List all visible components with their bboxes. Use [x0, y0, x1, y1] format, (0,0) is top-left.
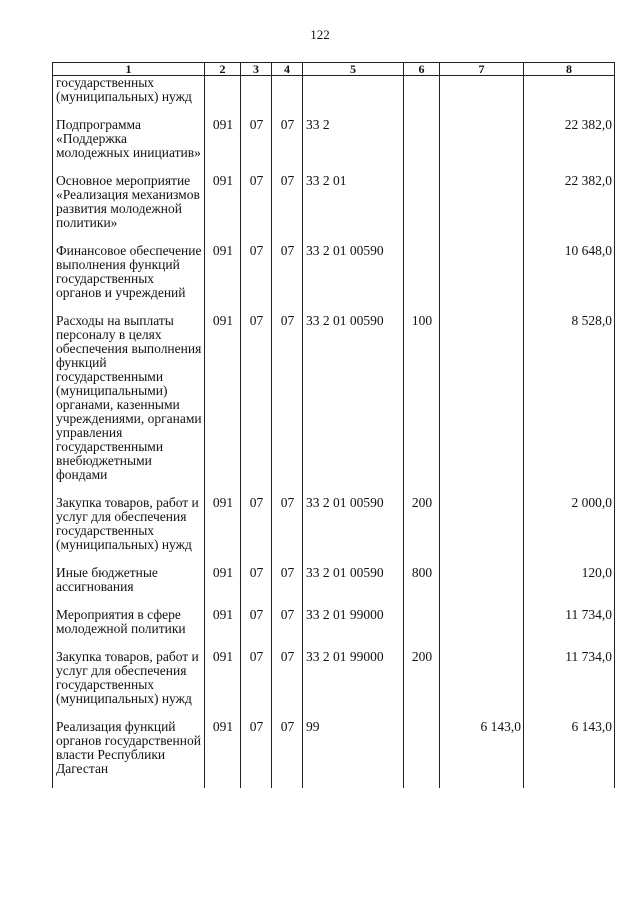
cell-target-article: 33 2 01 99000 — [303, 608, 404, 636]
cell-section: 07 — [241, 118, 272, 160]
col-header-3: 3 — [241, 63, 272, 76]
row-name: Мероприятия в сфере молодежной политики — [53, 608, 205, 636]
table-row — [53, 566, 615, 594]
page-number: 122 — [310, 27, 330, 42]
cell-section: 07 — [241, 720, 272, 776]
cell-col7 — [440, 566, 524, 594]
table-row — [53, 76, 615, 105]
col-header-6: 6 — [404, 63, 440, 76]
cell-col7 — [440, 76, 524, 105]
cell-amount: 2 000,0 — [524, 496, 615, 552]
table-row — [53, 650, 615, 706]
cell-amount: 22 382,0 — [524, 118, 615, 160]
table-row — [53, 314, 615, 482]
row-name: Основное мероприятие «Реализация механизмов развития молодежной политики» — [53, 174, 205, 230]
row-spacer — [53, 776, 615, 788]
cell-admin-code: 091 — [205, 720, 241, 776]
cell-admin-code: 091 — [205, 244, 241, 300]
cell-col7: 6 143,0 — [440, 720, 524, 776]
cell-section: 07 — [241, 608, 272, 636]
table-row — [53, 720, 615, 776]
row-name: Реализация функций органов государственной власти Республики Дагестан — [53, 720, 205, 776]
cell-amount: 120,0 — [524, 566, 615, 594]
table-row — [53, 608, 615, 636]
cell-col7 — [440, 496, 524, 552]
cell-amount: 11 734,0 — [524, 608, 615, 636]
cell-col7 — [440, 314, 524, 482]
cell-amount: 22 382,0 — [524, 174, 615, 230]
cell-target-article: 33 2 01 99000 — [303, 650, 404, 706]
cell-expense-type — [404, 608, 440, 636]
cell-target-article: 99 — [303, 720, 404, 776]
row-name: Закупка товаров, работ и услуг для обеспечения государственных (муниципальных) нужд — [53, 496, 205, 552]
cell-target-article: 33 2 01 — [303, 174, 404, 230]
cell-amount: 6 143,0 — [524, 720, 615, 776]
row-name: государственных (муниципальных) нужд — [53, 76, 205, 105]
row-name: Финансовое обеспечение выполнения функций государственных органов и учреждений — [53, 244, 205, 300]
cell-subsection: 07 — [272, 314, 303, 482]
cell-amount: 10 648,0 — [524, 244, 615, 300]
cell-admin-code — [205, 76, 241, 105]
cell-amount: 8 528,0 — [524, 314, 615, 482]
cell-section: 07 — [241, 314, 272, 482]
cell-target-article — [303, 76, 404, 105]
cell-subsection: 07 — [272, 174, 303, 230]
row-spacer — [53, 482, 615, 496]
col-header-4: 4 — [272, 63, 303, 76]
row-spacer — [53, 300, 615, 314]
col-header-2: 2 — [205, 63, 241, 76]
cell-expense-type — [404, 118, 440, 160]
cell-expense-type — [404, 244, 440, 300]
budget-table — [52, 62, 615, 788]
cell-admin-code: 091 — [205, 496, 241, 552]
cell-col7 — [440, 174, 524, 230]
row-spacer — [53, 706, 615, 720]
row-spacer — [53, 230, 615, 244]
row-name: Расходы на выплаты персоналу в целях обеспечения выполнения функций государственными (муниципальными) органами, казенными учреждениями, органами управления государственными внебюджетными фондами — [53, 314, 205, 482]
row-spacer — [53, 104, 615, 118]
row-spacer — [53, 552, 615, 566]
cell-target-article: 33 2 01 00590 — [303, 244, 404, 300]
col-header-5: 5 — [303, 63, 404, 76]
cell-admin-code: 091 — [205, 566, 241, 594]
table-row — [53, 496, 615, 552]
cell-expense-type: 800 — [404, 566, 440, 594]
cell-col7 — [440, 118, 524, 160]
cell-admin-code: 091 — [205, 118, 241, 160]
cell-admin-code: 091 — [205, 650, 241, 706]
cell-subsection: 07 — [272, 650, 303, 706]
cell-subsection: 07 — [272, 566, 303, 594]
col-header-8: 8 — [524, 63, 615, 76]
cell-amount — [524, 76, 615, 105]
cell-admin-code: 091 — [205, 608, 241, 636]
col-header-1: 1 — [53, 63, 205, 76]
cell-section: 07 — [241, 174, 272, 230]
cell-section: 07 — [241, 244, 272, 300]
cell-section: 07 — [241, 650, 272, 706]
cell-expense-type: 100 — [404, 314, 440, 482]
cell-expense-type — [404, 720, 440, 776]
row-name: Подпрограмма «Поддержка молодежных инициатив» — [53, 118, 205, 160]
cell-section — [241, 76, 272, 105]
cell-expense-type — [404, 76, 440, 105]
header-row — [53, 63, 615, 76]
table-row — [53, 174, 615, 230]
cell-expense-type — [404, 174, 440, 230]
cell-expense-type: 200 — [404, 496, 440, 552]
row-spacer — [53, 160, 615, 174]
cell-subsection — [272, 76, 303, 105]
row-name: Закупка товаров, работ и услуг для обеспечения государственных (муниципальных) нужд — [53, 650, 205, 706]
cell-target-article: 33 2 — [303, 118, 404, 160]
cell-section: 07 — [241, 496, 272, 552]
cell-col7 — [440, 244, 524, 300]
cell-subsection: 07 — [272, 720, 303, 776]
cell-target-article: 33 2 01 00590 — [303, 496, 404, 552]
cell-subsection: 07 — [272, 244, 303, 300]
cell-subsection: 07 — [272, 496, 303, 552]
col-header-7: 7 — [440, 63, 524, 76]
cell-expense-type: 200 — [404, 650, 440, 706]
cell-target-article: 33 2 01 00590 — [303, 566, 404, 594]
row-spacer — [53, 594, 615, 608]
cell-admin-code: 091 — [205, 174, 241, 230]
cell-col7 — [440, 650, 524, 706]
row-name: Иные бюджетные ассигнования — [53, 566, 205, 594]
row-spacer — [53, 636, 615, 650]
table-row — [53, 118, 615, 160]
cell-amount: 11 734,0 — [524, 650, 615, 706]
cell-admin-code: 091 — [205, 314, 241, 482]
cell-subsection: 07 — [272, 118, 303, 160]
cell-col7 — [440, 608, 524, 636]
cell-target-article: 33 2 01 00590 — [303, 314, 404, 482]
cell-subsection: 07 — [272, 608, 303, 636]
table-row — [53, 244, 615, 300]
cell-section: 07 — [241, 566, 272, 594]
